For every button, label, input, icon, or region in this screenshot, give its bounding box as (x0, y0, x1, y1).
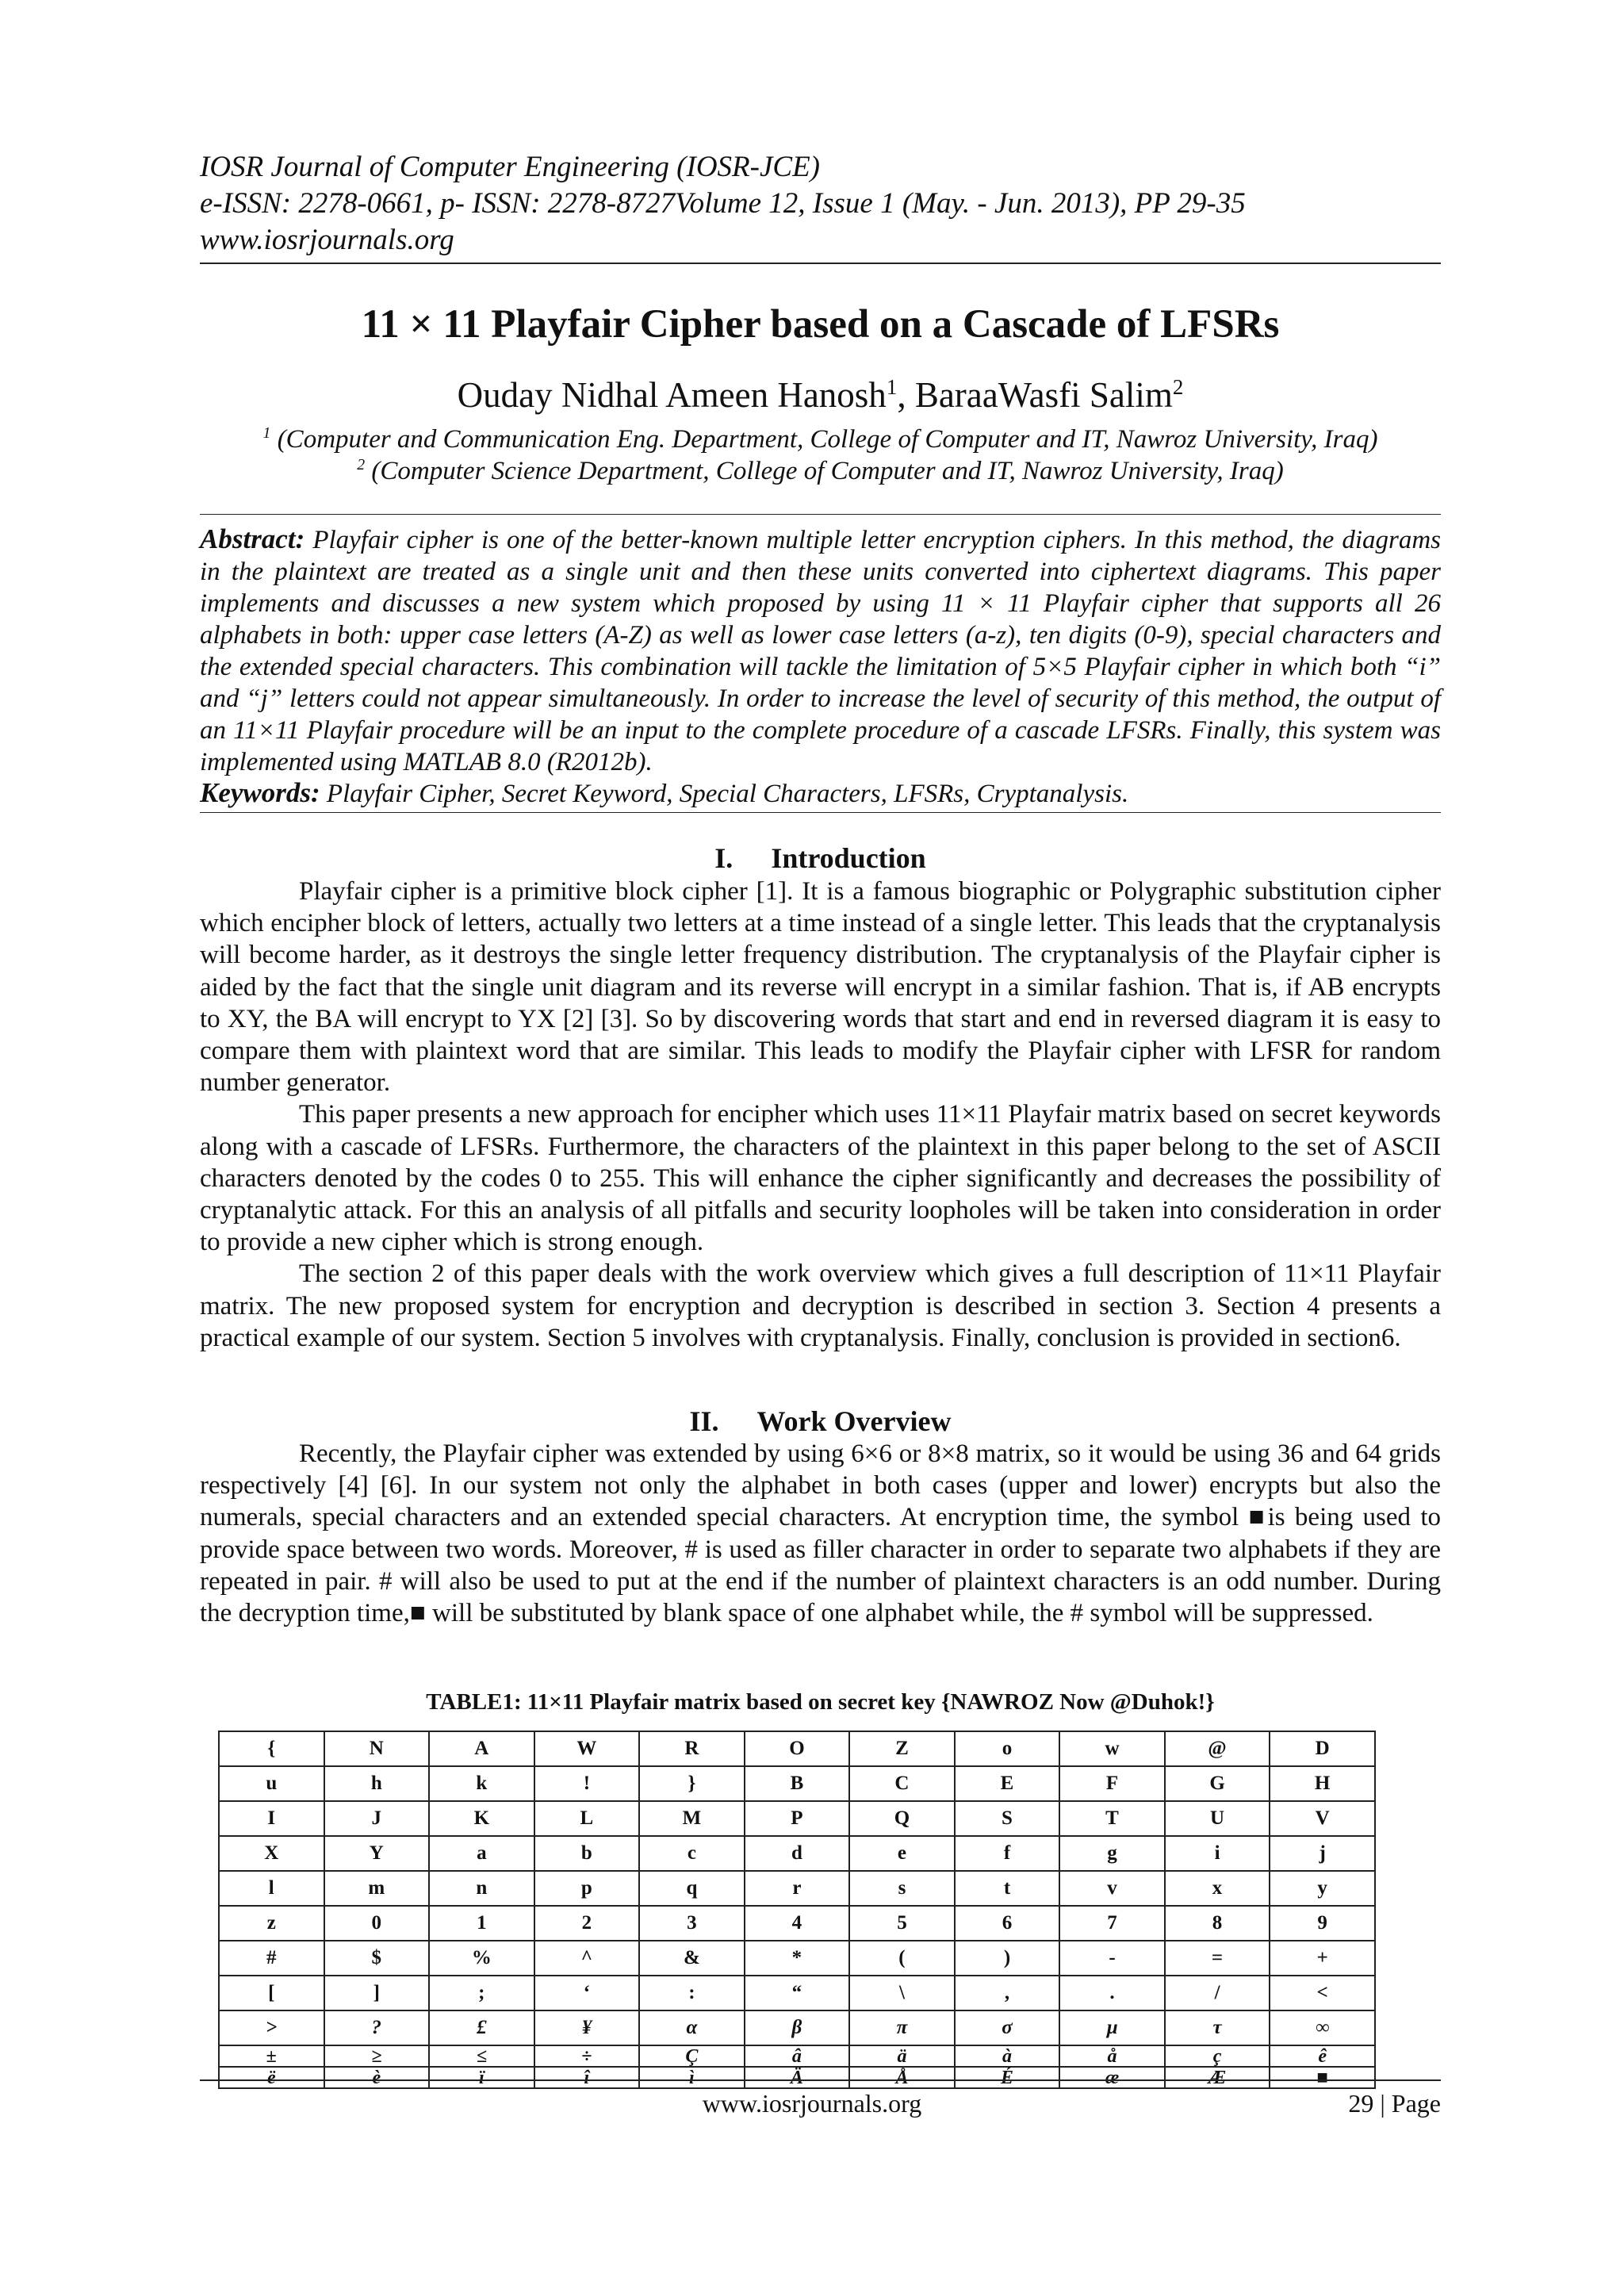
author-2-sup: 2 (1172, 375, 1184, 399)
footer-rule (200, 2079, 1441, 2081)
table-cell: y (1270, 1871, 1375, 1906)
table-cell: / (1165, 1976, 1270, 2010)
table-cell: ë (219, 2067, 324, 2088)
keywords-label: Keywords: (200, 777, 320, 808)
table-cell: “ (745, 1976, 850, 2010)
table-cell: [ (219, 1976, 324, 2010)
keywords-text: Playfair Cipher, Secret Keyword, Special Characters, LFSRs, Cryptanalysis. (326, 780, 1129, 808)
table-cell: ä (849, 2045, 955, 2067)
table-cell: ■ (1270, 2067, 1375, 2088)
table-cell: Z (849, 1731, 955, 1766)
table-cell: Q (849, 1801, 955, 1836)
table-cell: B (745, 1766, 850, 1801)
table-cell: p (534, 1871, 640, 1906)
table-cell: C (849, 1766, 955, 1801)
abstract-bottom-rule (200, 812, 1441, 813)
table-cell: Ç (639, 2045, 745, 2067)
section-1-paragraph-3: The section 2 of this paper deals with the work overview which gives a full description of 11×11 Playfair matrix. The new proposed system for encryption and decryption is described in section 3. Section 4 presents a practical example of our system. Section 5 involves with cryptanalysis. Finally, conclusion is provided in section6. (200, 1259, 1441, 1352)
table-cell: s (849, 1871, 955, 1906)
table-cell: r (745, 1871, 850, 1906)
section-1-paragraph-1: Playfair cipher is a primitive block cipher [1]. It is a famous biographic or Polygraphic substitution cipher which encipher block of letters, actually two letters at a time instead of a single letter. This leads that the cryptanalysis will become harder, as it destroys the single letter frequency distribution. The cryptanalysis of the Playfair cipher is aided by the fact that the single unit diagram and its reverse will encrypt in a similar fashion. That is, if AB encrypts to XY, the BA will encrypt to YX [2] [3]. So by discovering words that start and end in reversed diagram it is easy to compare them with plaintext word that are similar. This leads to modify the Playfair cipher with LFSR for random number generator. (200, 877, 1441, 1098)
table-row (219, 1836, 1375, 1871)
table-cell: ‘ (534, 1976, 640, 2010)
table-cell: 8 (1165, 1906, 1270, 1941)
author-1: Ouday Nidhal Ameen Hanosh (457, 375, 887, 415)
table-cell: * (745, 1941, 850, 1976)
section-2-title: Work Overview (756, 1405, 952, 1437)
table-cell: J (324, 1801, 430, 1836)
section-2-paragraph-1: Recently, the Playfair cipher was extended by using 6×6 or 8×8 matrix, so it would be using 36 and 64 grids respectively [4] [6]. In our system not only the alphabet in both cases (upper and lower) encrypts but also the numerals, special characters and an extended special characters. At encryption time, the symbol ■is being used to provide space between two words. Moreover, # is used as filler character in order to separate two alphabets if they are repeated in pair. # will also be used to put at the end if the number of plaintext characters is an odd number. During the decryption time,■ will be substituted by blank space of one alphabet while, the # symbol will be suppressed. (200, 1439, 1441, 1628)
affiliation-1-text: (Computer and Communication Eng. Department, College of Computer and IT, Nawroz University, Iraq) (277, 425, 1378, 454)
footer-website: www.iosrjournals.org (702, 2089, 922, 2118)
table-cell: ( (849, 1941, 955, 1976)
table-cell: R (639, 1731, 745, 1766)
table-cell: E (955, 1766, 1060, 1801)
table-cell: Å (849, 2067, 955, 2088)
table-row (219, 2045, 1375, 2067)
header-rule (200, 263, 1441, 264)
table-cell: I (219, 1801, 324, 1836)
table-cell: o (955, 1731, 1060, 1766)
table-cell: σ (955, 2010, 1060, 2045)
table-cell: b (534, 1836, 640, 1871)
table-cell: å (1059, 2045, 1165, 2067)
table-cell: ì (639, 2067, 745, 2088)
table-cell: æ (1059, 2067, 1165, 2088)
table-cell: Ä (745, 2067, 850, 2088)
table-cell: z (219, 1906, 324, 1941)
table-cell: A (429, 1731, 534, 1766)
table-cell: > (219, 2010, 324, 2045)
section-1-number: I. (714, 842, 733, 874)
table-cell: ! (534, 1766, 640, 1801)
table-cell: a (429, 1836, 534, 1871)
table-cell: l (219, 1871, 324, 1906)
table-cell: @ (1165, 1731, 1270, 1766)
table-cell: F (1059, 1766, 1165, 1801)
table-cell: â (745, 2045, 850, 2067)
table-cell: w (1059, 1731, 1165, 1766)
author-separator: , (897, 375, 915, 415)
table-cell: K (429, 1801, 534, 1836)
keywords (200, 777, 1441, 810)
table-cell: ? (324, 2010, 430, 2045)
table-cell: j (1270, 1836, 1375, 1871)
journal-name: IOSR Journal of Computer Engineering (IOSR-JCE) (200, 151, 820, 183)
affiliation-2-text: (Computer Science Department, College of Computer and IT, Nawroz University, Iraq) (371, 457, 1284, 485)
table-cell: i (1165, 1836, 1270, 1871)
table-cell: - (1059, 1941, 1165, 1976)
section-1-body (200, 876, 1441, 1354)
table-row (219, 1906, 1375, 1941)
table-cell: Æ (1165, 2067, 1270, 2088)
table-row (219, 2067, 1375, 2088)
table-cell: f (955, 1836, 1060, 1871)
table-cell: 2 (534, 1906, 640, 1941)
section-1-paragraph-2: This paper presents a new approach for encipher which uses 11×11 Playfair matrix based on secret keywords along with a cascade of LFSRs. Furthermore, the characters of the plaintext in this paper belong to the set of ASCII characters denoted by the codes 0 to 255. This will enhance the cipher significantly and decreases the possibility of cryptanalytic attack. For this an analysis of all pitfalls and security loopholes will be taken into consideration in order to provide a new cipher which is strong enough. (200, 1100, 1441, 1257)
table-1-caption: TABLE1: 11×11 Playfair matrix based on secret key {NAWROZ Now @Duhok!} (426, 1689, 1215, 1715)
table-cell: N (324, 1731, 430, 1766)
table-cell: % (429, 1941, 534, 1976)
table-cell: T (1059, 1801, 1165, 1836)
affiliation-2-sup: 2 (357, 456, 366, 473)
table-cell: ≥ (324, 2045, 430, 2067)
table-cell: + (1270, 1941, 1375, 1976)
table-cell: L (534, 1801, 640, 1836)
table-row (219, 1731, 1375, 1766)
table-cell: Y (324, 1836, 430, 1871)
table-cell: 1 (429, 1906, 534, 1941)
table-cell: , (955, 1976, 1060, 2010)
table-row (219, 1766, 1375, 1801)
table-cell: & (639, 1941, 745, 1976)
table-cell: # (219, 1941, 324, 1976)
table-row (219, 1941, 1375, 1976)
table-cell: 5 (849, 1906, 955, 1941)
section-1-heading (200, 841, 1441, 876)
section-1-title: Introduction (771, 842, 926, 874)
author-1-sup: 1 (886, 375, 898, 399)
table-cell: £ (429, 2010, 534, 2045)
table-cell: ; (429, 1976, 534, 2010)
section-2-heading (200, 1404, 1441, 1439)
table-cell: $ (324, 1941, 430, 1976)
table-cell: u (219, 1766, 324, 1801)
table-cell: 3 (639, 1906, 745, 1941)
table-cell: 7 (1059, 1906, 1165, 1941)
table-cell: É (955, 2067, 1060, 2088)
table-cell: S (955, 1801, 1060, 1836)
table-cell: V (1270, 1801, 1375, 1836)
table-cell: } (639, 1766, 745, 1801)
table-cell: ^ (534, 1941, 640, 1976)
table-cell: ) (955, 1941, 1060, 1976)
journal-header (200, 149, 1441, 259)
table-cell: m (324, 1871, 430, 1906)
footer-page-number: 29 | Page (1348, 2089, 1441, 2118)
table-cell: î (534, 2067, 640, 2088)
table-cell: < (1270, 1976, 1375, 2010)
table-cell: ï (429, 2067, 534, 2088)
table-cell: t (955, 1871, 1060, 1906)
table-cell: è (324, 2067, 430, 2088)
abstract-text: Playfair cipher is one of the better-known multiple letter encryption ciphers. In this method, the diagrams in the plaintext are treated as a single unit and then these units converted into ciphertext diagrams. This paper implements and discusses a new system which proposed by using 11 × 11 Playfair cipher that supports all 26 alphabets in both: upper case letters (A-Z) as well as lower case letters (a-z), ten digits (0-9), special characters and the extended special characters. This combination will tackle the limitation of 5×5 Playfair cipher in which both “i” and “j” letters could not appear simultaneously. In order to increase the level of security of this method, the output of an 11×11 Playfair procedure will be an input to the complete procedure of a cascade LFSRs. Finally, this system was implemented using MATLAB 8.0 (R2012b). (200, 526, 1442, 776)
author-2: BaraaWasfi Salim (914, 375, 1173, 415)
table-cell: ≤ (429, 2045, 534, 2067)
table-cell: ¥ (534, 2010, 640, 2045)
table-cell: 9 (1270, 1906, 1375, 1941)
table-cell: k (429, 1766, 534, 1801)
table-cell: O (745, 1731, 850, 1766)
table-cell: 4 (745, 1906, 850, 1941)
journal-website: www.iosrjournals.org (200, 224, 454, 256)
table-cell: d (745, 1836, 850, 1871)
table-cell: H (1270, 1766, 1375, 1801)
table-cell: = (1165, 1941, 1270, 1976)
table-cell: \ (849, 1976, 955, 2010)
table-cell: β (745, 2010, 850, 2045)
table-row (219, 1871, 1375, 1906)
table-cell: x (1165, 1871, 1270, 1906)
table-cell: X (219, 1836, 324, 1871)
table-cell: { (219, 1731, 324, 1766)
table-cell: 6 (955, 1906, 1060, 1941)
table-cell: c (639, 1836, 745, 1871)
affiliation-2 (200, 455, 1441, 487)
table-cell: n (429, 1871, 534, 1906)
table-cell: e (849, 1836, 955, 1871)
table-cell: à (955, 2045, 1060, 2067)
abstract-label: Abstract: (200, 523, 305, 554)
table-cell: . (1059, 1976, 1165, 2010)
abstract (200, 523, 1441, 778)
playfair-matrix-body (219, 1731, 1375, 2088)
table-cell: D (1270, 1731, 1375, 1766)
table-row (219, 1801, 1375, 1836)
table-row (219, 1976, 1375, 2010)
table-cell: τ (1165, 2010, 1270, 2045)
table-cell: µ (1059, 2010, 1165, 2045)
table-cell: M (639, 1801, 745, 1836)
table-cell: W (534, 1731, 640, 1766)
affiliation-1 (200, 424, 1441, 455)
table-cell: ± (219, 2045, 324, 2067)
table-cell: U (1165, 1801, 1270, 1836)
issn-line: e-ISSN: 2278-0661, p- ISSN: 2278-8727Volume 12, Issue 1 (May. - Jun. 2013), PP 29-35 (200, 187, 1246, 220)
table-cell: α (639, 2010, 745, 2045)
section-2-body (200, 1438, 1441, 1629)
section-2-number: II. (689, 1405, 719, 1437)
affiliation-1-sup: 1 (262, 424, 271, 442)
table-cell: 0 (324, 1906, 430, 1941)
abstract-top-rule (200, 514, 1441, 515)
table-cell: h (324, 1766, 430, 1801)
table-cell: P (745, 1801, 850, 1836)
authors (200, 373, 1441, 417)
table-cell: ÷ (534, 2045, 640, 2067)
playfair-matrix-table (218, 1731, 1376, 2089)
table-cell: g (1059, 1836, 1165, 1871)
table-cell: G (1165, 1766, 1270, 1801)
table-cell: π (849, 2010, 955, 2045)
table-cell: ∞ (1270, 2010, 1375, 2045)
table-cell: ç (1165, 2045, 1270, 2067)
table-cell: : (639, 1976, 745, 2010)
table-cell: ] (324, 1976, 430, 2010)
table-cell: ê (1270, 2045, 1375, 2067)
paper-title: 11 × 11 Playfair Cipher based on a Cascade of LFSRs (361, 302, 1280, 347)
table-row (219, 2010, 1375, 2045)
table-cell: q (639, 1871, 745, 1906)
table-cell: v (1059, 1871, 1165, 1906)
